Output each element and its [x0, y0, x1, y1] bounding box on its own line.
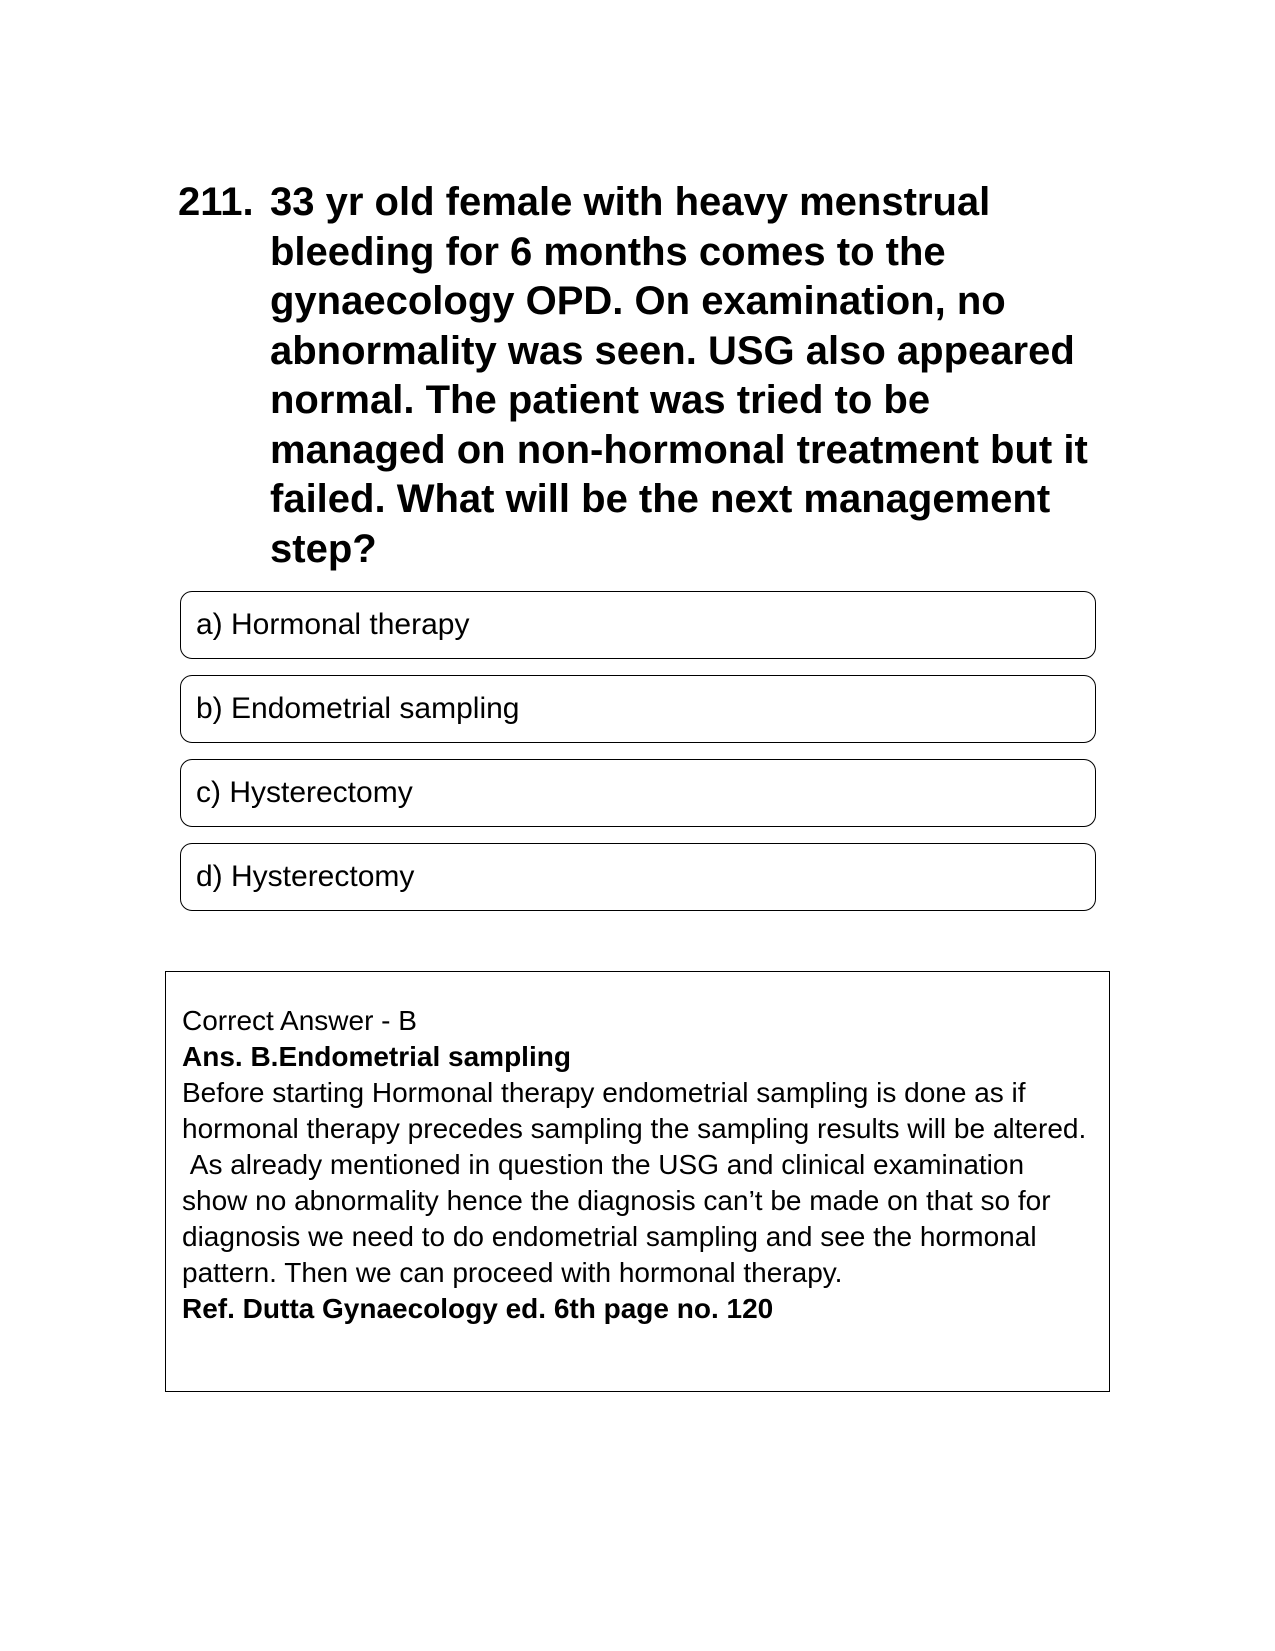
- option-a[interactable]: a) Hormonal therapy: [180, 591, 1096, 659]
- question-text: 33 yr old female with heavy menstrual bleeding for 6 months comes to the gynaecology OPD. On examination, no abnormality was seen. USG also appeared normal. The patient was tried to be managed on non-hormonal treatment but it failed. What will be the next management step?: [270, 180, 1088, 571]
- question: [178, 178, 1098, 574]
- options-list: [180, 591, 1096, 927]
- explanation-paragraph-2: As already mentioned in question the USG and clinical examination show no abnormality hence the diagnosis can’t be made on that so for diagnosis we need to do endometrial sampling and see the hormonal pattern. Then we can proceed with hormonal therapy.: [182, 1149, 1059, 1288]
- option-d[interactable]: d) Hysterectomy: [180, 843, 1096, 911]
- answer-explanation-box: [165, 971, 1110, 1392]
- reference-line: Ref. Dutta Gynaecology ed. 6th page no. 120: [182, 1293, 774, 1324]
- explanation-paragraph-1: Before starting Hormonal therapy endometrial sampling is done as if hormonal therapy precedes sampling the sampling results will be altered.: [182, 1077, 1087, 1144]
- option-c[interactable]: c) Hysterectomy: [180, 759, 1096, 827]
- option-b[interactable]: b) Endometrial sampling: [180, 675, 1096, 743]
- answer-title: Ans. B.Endometrial sampling: [182, 1041, 571, 1072]
- question-number: 211.: [178, 180, 254, 224]
- correct-answer-line: Correct Answer - B: [182, 1005, 417, 1036]
